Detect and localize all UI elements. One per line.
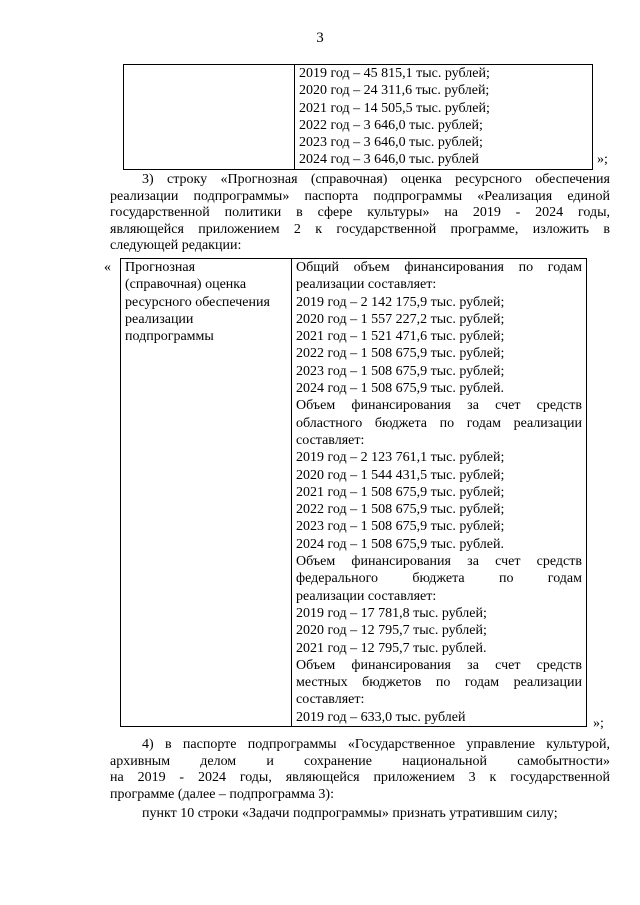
table2-right-line: Объем финансирования за счет средств xyxy=(296,554,582,570)
table2-left-cell xyxy=(121,259,292,727)
table1-line: 2021 год – 14 505,5 тыс. рублей; xyxy=(299,100,490,116)
table2-right-line: 2021 год – 12 795,7 тыс. рублей. xyxy=(296,640,487,656)
table2-right-line: 2019 год – 633,0 тыс. рублей xyxy=(296,709,466,725)
table2-right-line: Общий объем финансирования по годам xyxy=(296,260,582,275)
table2-right-line: реализации составляет: xyxy=(296,277,437,293)
table2-right-line: местных бюджетов по годам реализации xyxy=(296,675,582,691)
table2-left-line: (справочная) оценка xyxy=(125,277,247,293)
table2-right-line: составляет: xyxy=(296,432,365,448)
table1-line: 2019 год – 45 815,1 тыс. рублей; xyxy=(299,66,490,81)
paragraph-4-line: программе (далее – подпрограмма 3): xyxy=(110,786,334,802)
paragraph-5-line: пункт 10 строки «Задачи подпрограммы» признать утратившим силу; xyxy=(142,806,558,821)
table2-right-line: 2019 год – 2 142 175,9 тыс. рублей; xyxy=(296,294,505,310)
paragraph-3 xyxy=(110,172,610,255)
paragraph-3-line: государственной политики в сфере культуры» на 2019 - 2024 годы, xyxy=(110,205,610,220)
table1-line: 2020 год – 24 311,6 тыс. рублей; xyxy=(299,83,490,99)
paragraph-5 xyxy=(110,806,610,823)
paragraph-3-line: 3) строку «Прогнозная (справочная) оценка ресурсного обеспечения xyxy=(142,172,610,187)
table2-right-line: 2019 год – 17 781,8 тыс. рублей; xyxy=(296,605,487,621)
table2-right-line: составляет: xyxy=(296,692,365,708)
paragraph-4-line: архивным делом и сохранение национальной самобытности» xyxy=(110,753,610,769)
table2-right-line: Объем финансирования за счет средств xyxy=(296,657,582,673)
table2-right-line: 2019 год – 2 123 761,1 тыс. рублей; xyxy=(296,450,505,466)
funding-table-continuation xyxy=(123,64,593,170)
table2-right-cell xyxy=(292,259,587,727)
table2-left-line: подпрограммы xyxy=(125,329,214,345)
paragraph-4-line: 4) в паспорте подпрограммы «Государственное управление культурой, xyxy=(142,737,610,752)
table2-right-line: Объем финансирования за счет средств xyxy=(296,398,582,414)
page-number: 3 xyxy=(316,30,324,46)
table2-closing-quote: »; xyxy=(593,716,604,731)
table2-opening-quote: « xyxy=(104,260,111,275)
paragraph-3-line: являющейся приложением 2 к государственной программе, изложить в xyxy=(110,221,610,237)
table1-line: 2023 год – 3 646,0 тыс. рублей; xyxy=(299,135,483,151)
table2-right-line: 2023 год – 1 508 675,9 тыс. рублей; xyxy=(296,363,505,379)
table1-left-cell xyxy=(124,65,295,170)
paragraph-3-line: реализации подпрограммы» паспорта подпрограммы «Реализация единой xyxy=(110,188,610,204)
paragraph-4 xyxy=(110,737,610,803)
table2-left-line: реализации xyxy=(125,311,194,327)
table2-right-line: 2020 год – 1 557 227,2 тыс. рублей; xyxy=(296,311,505,327)
table2-right-line: 2021 год – 1 521 471,6 тыс. рублей; xyxy=(296,329,505,345)
paragraph-4-line: на 2019 - 2024 годы, являющейся приложением 3 к государственной xyxy=(110,770,610,785)
table1-line: 2024 год – 3 646,0 тыс. рублей xyxy=(299,152,479,168)
resource-estimate-table xyxy=(120,258,587,727)
table2-left-line: Прогнозная xyxy=(125,260,196,275)
table2-right-line: 2024 год – 1 508 675,9 тыс. рублей. xyxy=(296,536,504,552)
table1-right-cell xyxy=(295,65,593,170)
table2-right-line: областного бюджета по годам реализации xyxy=(296,415,582,431)
table2-left-line: ресурсного обеспечения xyxy=(125,294,270,310)
table2-right-line: федерального бюджета по годам xyxy=(296,571,582,587)
table1-line: 2022 год – 3 646,0 тыс. рублей; xyxy=(299,117,483,133)
table2-right-line: 2021 год – 1 508 675,9 тыс. рублей; xyxy=(296,484,505,500)
table1-closing-quote: »; xyxy=(597,152,608,167)
table2-right-line: 2022 год – 1 508 675,9 тыс. рублей; xyxy=(296,346,505,362)
paragraph-3-line: следующей редакции: xyxy=(110,238,242,253)
table2-right-line: 2020 год – 12 795,7 тыс. рублей; xyxy=(296,623,487,639)
table2-right-line: 2023 год – 1 508 675,9 тыс. рублей; xyxy=(296,519,505,535)
table2-right-line: 2020 год – 1 544 431,5 тыс. рублей; xyxy=(296,467,505,483)
table2-right-line: реализации составляет: xyxy=(296,588,437,604)
table2-right-line: 2022 год – 1 508 675,9 тыс. рублей; xyxy=(296,502,505,518)
table2-right-line: 2024 год – 1 508 675,9 тыс. рублей. xyxy=(296,381,504,397)
